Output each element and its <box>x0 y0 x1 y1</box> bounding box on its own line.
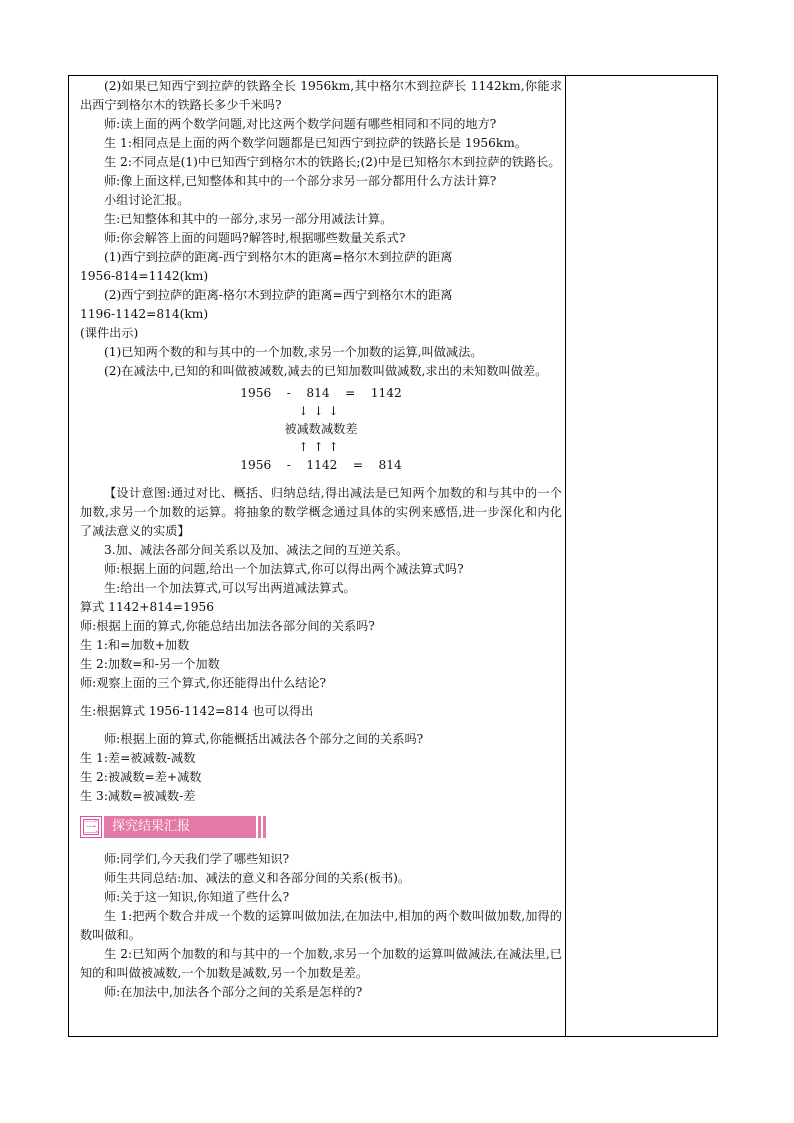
subtraction-formula-bottom: 1956 - 1142 = 814 <box>240 458 402 472</box>
text-line: 小组讨论汇报。 <box>104 193 190 207</box>
stripe-decoration <box>258 816 261 838</box>
text-line: 师:关于这一知识,你知道了些什么? <box>104 890 290 904</box>
text-line: 师:根据上面的算式,你能概括出减法各个部分之间的关系吗? <box>104 732 424 746</box>
text-line: (1)西宁到拉萨的距离-西宁到格尔木的距离=格尔木到拉萨的距离 <box>104 250 453 264</box>
arrow-up-icon: ↑↑↑ <box>298 440 344 454</box>
text-line: 生 2:不同点是(1)中已知西宁到格尔木的铁路长;(2)中是已知格尔木到拉萨的铁路长。 <box>104 155 561 169</box>
text-line: 生 3:减数=被减数-差 <box>80 789 196 803</box>
design-intent-note: 【设计意图:通过对比、概括、归纳总结,得出减法是已知两个加数的和与其中的一个加数,求另一个加数的运算。将抽象的数学概念通过具体的实例来感悟,进一步深化和内化了减法意义的实质】 <box>80 486 562 538</box>
text-line: 算式 1142+814=1956 <box>80 600 214 614</box>
text-line: 生 1:和=加数+加数 <box>80 638 190 652</box>
text-line: 生:根据算式 1956-1142=814 也可以得出 <box>80 704 314 718</box>
text-line: (2)在减法中,已知的和叫做被减数,减去的已知加数叫做减数,求出的未知数叫做差。 <box>104 364 548 378</box>
text-line: 1956-814=1142(km) <box>80 269 209 283</box>
text-line: 生 1:把两个数合并成一个数的运算叫做加法,在加法中,相加的两个数叫做加数,加得的数叫做和。 <box>80 909 562 942</box>
text-line: 生:给出一个加法算式,可以写出两道减法算式。 <box>104 581 356 595</box>
stripe-decoration <box>263 816 266 838</box>
text-line: 师:你会解答上面的问题吗?解答时,根据哪些数量关系式? <box>104 231 406 245</box>
text-line: 3.加、减法各部分间关系以及加、减法之间的互逆关系。 <box>104 543 409 557</box>
text-line: (2)如果已知西宁到拉萨的铁路全长 1956km,其中格尔木到拉萨长 1142km,你能求出西宁到格尔木的铁路长多少千米吗? <box>80 79 562 112</box>
text-line: 1196-1142=814(km) <box>80 307 209 321</box>
text-line: 师:观察上面的三个算式,你还能得出什么结论? <box>80 676 327 690</box>
text-line: 生 2:被减数=差+减数 <box>80 770 202 784</box>
text-line: 生 1:差=被减数-减数 <box>80 751 196 765</box>
text-line: 生:已知整体和其中的一部分,求另一部分用减法计算。 <box>104 212 393 226</box>
section-number: 三 <box>80 816 102 838</box>
formula-part-labels: 被减数减数差 <box>284 422 358 436</box>
text-line: 师:在加法中,加法各个部分之间的关系是怎样的? <box>104 985 363 999</box>
text-line: 师:读上面的两个数学问题,对比这两个数学问题有哪些相同和不同的地方? <box>104 117 497 131</box>
text-line: (1)已知两个数的和与其中的一个加数,求另一个加数的运算,叫做减法。 <box>104 345 483 359</box>
notes-column-divider <box>565 75 566 1037</box>
subtraction-formula-top: 1956 - 814 = 1142 <box>240 386 402 400</box>
text-line: 师:根据上面的问题,给出一个加法算式,你可以得出两个减法算式吗? <box>104 562 464 576</box>
text-line: 师:像上面这样,已知整体和其中的一个部分求另一部分都用什么方法计算? <box>104 174 497 188</box>
text-line: 师生共同总结:加、减法的意义和各部分间的关系(板书)。 <box>104 871 411 885</box>
lesson-content <box>80 77 562 1002</box>
text-line: (2)西宁到拉萨的距离-格尔木到拉萨的距离=西宁到格尔木的距离 <box>104 288 453 302</box>
section-header-results <box>80 816 260 838</box>
section-title: 探究结果汇报 <box>104 816 256 838</box>
text-line: 师:根据上面的算式,你能总结出加法各部分间的关系吗? <box>80 619 375 633</box>
arrow-down-icon: ↓↓↓ <box>298 404 344 418</box>
text-line: 师:同学们,今天我们学了哪些知识? <box>104 852 290 866</box>
text-line: 生 1:相同点是上面的两个数学问题都是已知西宁到拉萨的铁路长是 1956km。 <box>104 136 528 150</box>
text-line: 生 2:已知两个加数的和与其中的一个加数,求另一个加数的运算叫做减法,在减法里,已知的和叫做被减数,一个加数是减数,另一个加数是差。 <box>80 947 562 980</box>
text-line: 生 2:加数=和-另一个加数 <box>80 657 220 671</box>
text-line: (课件出示) <box>80 326 139 340</box>
